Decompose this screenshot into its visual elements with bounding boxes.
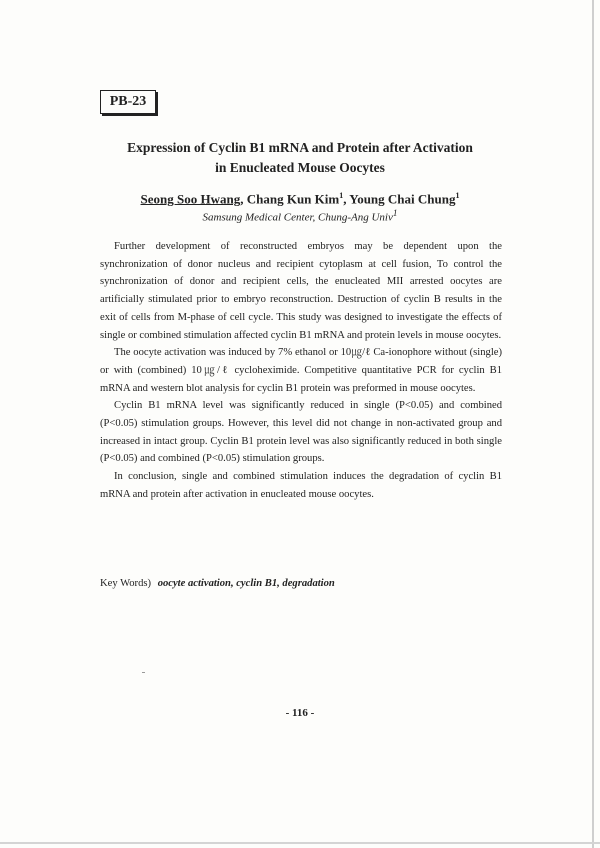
page-edge-right	[592, 0, 594, 848]
title-line-2: in Enucleated Mouse Oocytes	[215, 160, 385, 175]
paper-title	[60, 138, 540, 178]
affiliation	[60, 205, 540, 226]
author-separator: ,	[343, 191, 350, 207]
abstract-code-box	[100, 90, 156, 114]
stray-mark	[142, 672, 145, 673]
title-line-1: Expression of Cyclin B1 mRNA and Protein after Activation	[127, 140, 473, 155]
author-separator: ,	[240, 191, 247, 207]
paragraph-1: Further development of reconstructed embryos may be dependent upon the synchronization of donor nucleus and recipient cytoplasm at cell fusion, To control the synchronization of donor and recipient cells, the enucleated MII arrested oocytes are artificially stimulated prior to embryo reconstruction. Destruction of cyclin B results in the exit of cells from M-phase of cell cycle. This study was designed to investigate the effects of single or combined stimulation affected cyclin B1 mRNA and protein levels in mouse oocytes.	[100, 241, 502, 341]
paragraph-2: The oocyte activation was induced by 7% ethanol or 10㎍/ℓ Ca-ionophore without (single) or with (combined) 10㎍/ℓ cycloheximide. Competitive quantitative PCR for cyclin B1 mRNA and western blot analysis for cyclin B1 protein was preformed in mouse oocytes.	[100, 347, 502, 394]
keywords-terms: oocyte activation, cyclin B1, degradation	[157, 578, 335, 589]
author-3: Young Chai Chung	[349, 191, 456, 207]
abstract-body	[100, 238, 502, 504]
paragraph-4: In conclusion, single and combined stimulation induces the degradation of cyclin B1 mRNA and protein after activation in enucleated mouse oocytes.	[100, 471, 502, 500]
author-3-affil-mark: 1	[455, 191, 460, 200]
author-1: Seong Soo Hwang	[140, 191, 241, 207]
author-2-affil-mark: 1	[339, 191, 344, 200]
paragraph-3: Cyclin B1 mRNA level was significantly reduced in single (P<0.05) and combined (P<0.05) stimulation groups. However, this level did not change in non-activated group and increased in intact group. Cyclin B1 protein level was also significantly reduced in both single (P<0.05) and combined (P<0.05) stimulation groups.	[100, 400, 502, 465]
keywords	[100, 576, 335, 592]
author-2: Chang Kun Kim	[246, 191, 340, 207]
page-number: - 116 -	[285, 707, 315, 719]
keywords-label: Key Words)	[100, 578, 152, 589]
abstract-code: PB-23	[109, 94, 147, 109]
page-edge-bottom	[0, 842, 600, 844]
affiliation-text: Samsung Medical Center, Chung-Ang Univ	[202, 211, 393, 224]
affiliation-mark: 1	[392, 208, 398, 218]
